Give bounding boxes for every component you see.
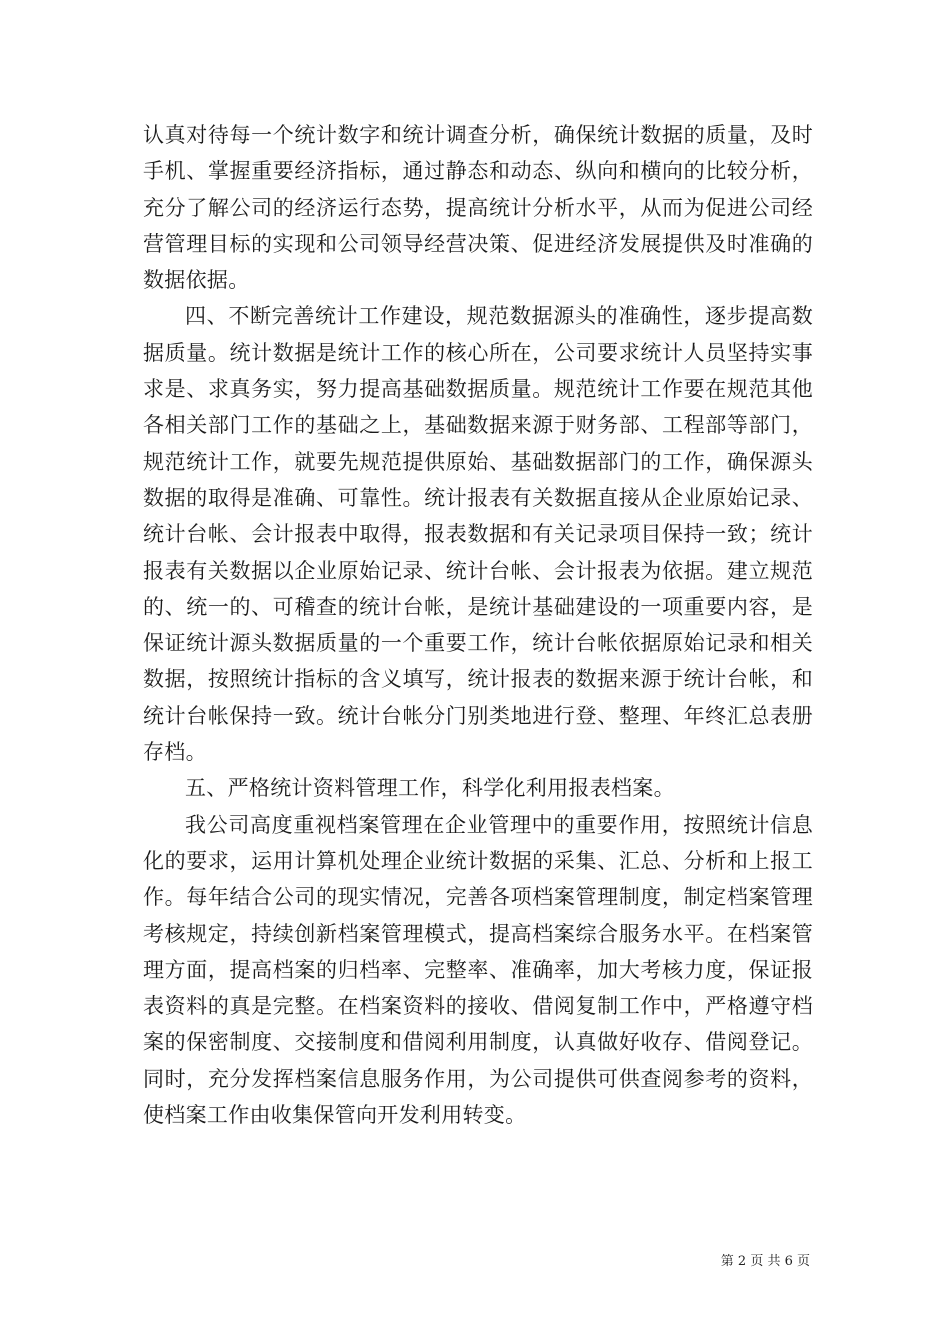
paragraph-4: 我公司高度重视档案管理在企业管理中的重要作用，按照统计信息化的要求，运用计算机处理企业统计数据的采集、汇总、分析和上报工作。每年结合公司的现实情况，完善各项档案管理制度，制定档案管理考核规定，持续创新档案管理模式，提高档案综合服务水平。在档案管理方面，提高档案的归档率、完整率、准确率，加大考核力度，保证报表资料的真是完整。在档案资料的接收、借阅复制工作中，严格遵守档案的保密制度、交接制度和借阅利用制度，认真做好收存、借阅登记。同时，充分发挥档案信息服务作用，为公司提供可供查阅参考的资料，使档案工作由收集保管向开发利用转变。 [143, 812, 813, 1128]
paragraph-3-heading: 五、严格统计资料管理工作，科学化利用报表档案。 [185, 776, 675, 801]
document-body [143, 117, 813, 1133]
paragraph-2: 四、不断完善统计工作建设，规范数据源头的准确性，逐步提高数据质量。统计数据是统计工作的核心所在，公司要求统计人员坚持实事求是、求真务实，努力提高基础数据质量。规范统计工作要在规范其他各相关部门工作的基础之上，基础数据来源于财务部、工程部等部门，规范统计工作，就要先规范提供原始、基础数据部门的工作，确保源头数据的取得是准确、可靠性。统计报表有关数据直接从企业原始记录、统计台帐、会计报表中取得，报表数据和有关记录项目保持一致；统计报表有关数据以企业原始记录、统计台帐、会计报表为依据。建立规范的、统一的、可稽查的统计台帐，是统计基础建设的一项重要内容，是保证统计源头数据质量的一个重要工作，统计台帐依据原始记录和相关数据，按照统计指标的含义填写，统计报表的数据来源于统计台帐，和统计台帐保持一致。统计台帐分门别类地进行登、整理、年终汇总表册存档。 [143, 304, 813, 765]
page-number-footer: 第 2 页 共 6 页 [720, 1254, 810, 1269]
paragraph-1: 认真对待每一个统计数字和统计调查分析，确保统计数据的质量，及时手机、掌握重要经济指标，通过静态和动态、纵向和横向的比较分析，充分了解公司的经济运行态势，提高统计分析水平，从而为促进公司经营管理目标的实现和公司领导经营决策、促进经济发展提供及时准确的数据依据。 [143, 123, 813, 293]
